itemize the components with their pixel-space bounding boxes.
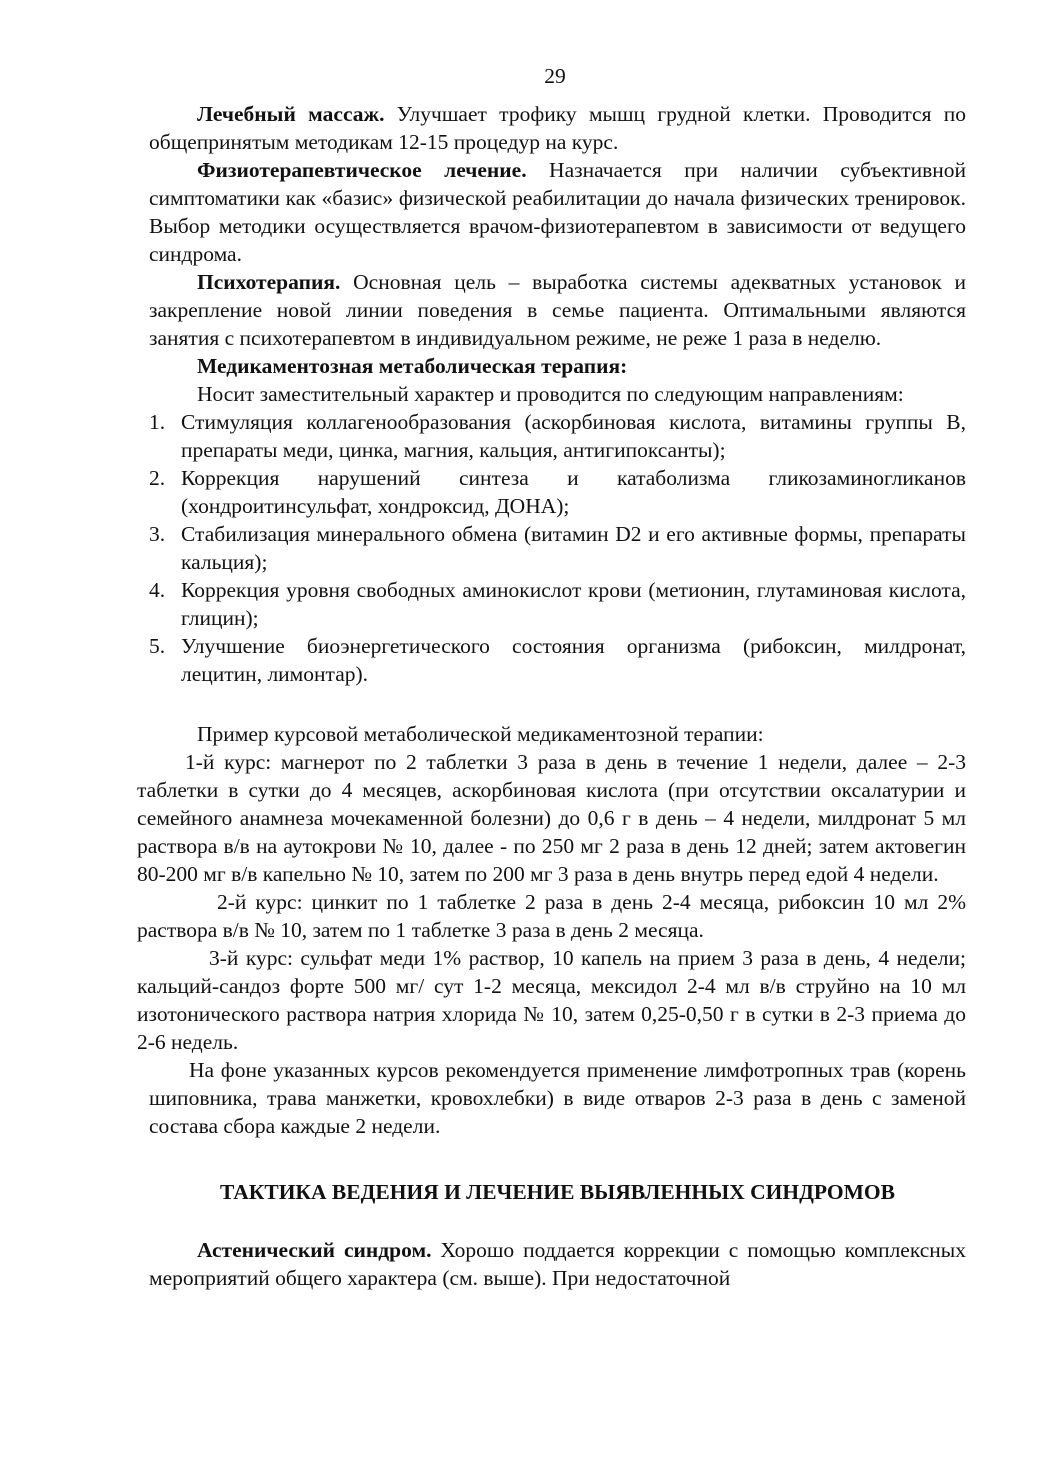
asthenic-title: Астенический синдром. [197,1238,432,1262]
list-item [149,520,966,576]
massage-paragraph [149,100,966,156]
psycho-text: Основная цель – выработка системы адекватных установок и закрепление новой линии поведения в семье пациента. Оптимальными являются занятия с психотерапевтом в индивидуальном режиме, не реже 1 раза в неделю. [149,270,966,350]
physio-text: Назначается при наличии субъективной симптоматики как «базис» физической реабилитации до начала физических тренировок. Выбор методики осуществляется врачом-физиотерапевтом в зависимости от ведущего синдрома. [149,158,966,266]
asthenic-text: Хорошо поддается коррекции с помощью комплексных мероприятий общего характера (см. выше). При недостаточной [149,1238,966,1290]
list-item [149,576,966,632]
spacer [149,688,966,720]
list-item-text: Коррекция нарушений синтеза и катаболизма гликозаминогликанов (хондроитинсульфат, хондроксид, ДОНА); [181,466,966,518]
page-number: 29 [544,64,566,88]
list-item [149,464,966,520]
metabolic-title: Медикаментозная метаболическая терапия: [197,354,628,378]
page-body [137,100,967,1292]
directions-list [149,408,966,688]
list-item-text: Стимуляция коллагенообразования (аскорбиновая кислота, витамины группы В, препараты меди, цинка, магния, кальция, антигипоксанты); [181,410,966,462]
herbs-paragraph: На фоне указанных курсов рекомендуется применение лимфотропных трав (корень шиповника, трава манжетки, кровохлебки) в виде отваров 2-3 раза в день с заменой состава сбора каждые 2 недели. [149,1058,966,1138]
massage-text: Улучшает трофику мышц грудной клетки. Проводится по общепринятым методикам 12-15 процедур на курс. [149,102,967,154]
list-item-number: 2. [149,466,166,490]
metabolic-heading [149,352,966,380]
physio-paragraph [149,156,966,268]
course-1: 1-й курс: магнерот по 2 таблетки 3 раза в день в течение 1 недели, далее – 2-3 таблетки в сутки до 4 месяцев, аскорбиновая кислота (при отсутствии оксалатурии и семейного анамнеза мочекаменной болезни) до 0,6 г в день – 4 недели, милдронат 5 мл раствора в/в на аутокрови № 10, далее - по 250 мг 2 раза в день 12 дней; затем актовегин 80-200 мг в/в капельно № 10, затем по 200 мг 3 раза в день внутрь перед едой 4 недели. [137,750,966,886]
list-item-number: 5. [149,634,166,658]
course-2: 2-й курс: цинкит по 1 таблетке 2 раза в день 2-4 месяца, рибоксин 10 мл 2% раствора в/в № 10, затем по 1 таблетке 3 раза в день 2 месяца. [137,890,966,942]
psycho-title: Психотерапия. [197,270,341,294]
list-item-number: 1. [149,410,166,434]
list-item-text: Стабилизация минерального обмена (витамин D2 и его активные формы, препараты кальция); [181,522,966,574]
list-item-number: 3. [149,522,166,546]
list-item-number: 4. [149,578,166,602]
massage-title: Лечебный массаж. [197,102,385,126]
list-item [149,408,966,464]
physio-title: Физиотерапевтическое лечение. [197,158,527,182]
asthenic-paragraph [149,1236,966,1292]
section-heading: ТАКТИКА ВЕДЕНИЯ И ЛЕЧЕНИЕ ВЫЯВЛЕННЫХ СИНДРОМОВ [219,1180,895,1204]
list-item-text: Улучшение биоэнергетического состояния организма (рибоксин, милдронат, лецитин, лимонтар). [181,634,966,686]
example-title: Пример курсовой метаболической медикаментозной терапии: [197,722,764,746]
list-item-text: Коррекция уровня свободных аминокислот крови (метионин, глутаминовая кислота, глицин); [181,578,966,630]
psycho-paragraph [149,268,966,352]
metabolic-intro: Носит заместительный характер и проводится по следующим направлениям: [197,382,904,406]
course-3: 3-й курс: сульфат меди 1% раствор, 10 капель на прием 3 раза в день, 4 недели; кальций-сандоз форте 500 мг/ сут 1-2 месяца, мексидол 2-4 мл в/в струйно на 10 мл изотонического раствора натрия хлорида № 10, затем 0,25-0,50 г в сутки в 2-3 приема до 2-6 недель. [137,946,966,1054]
list-item [149,632,966,688]
